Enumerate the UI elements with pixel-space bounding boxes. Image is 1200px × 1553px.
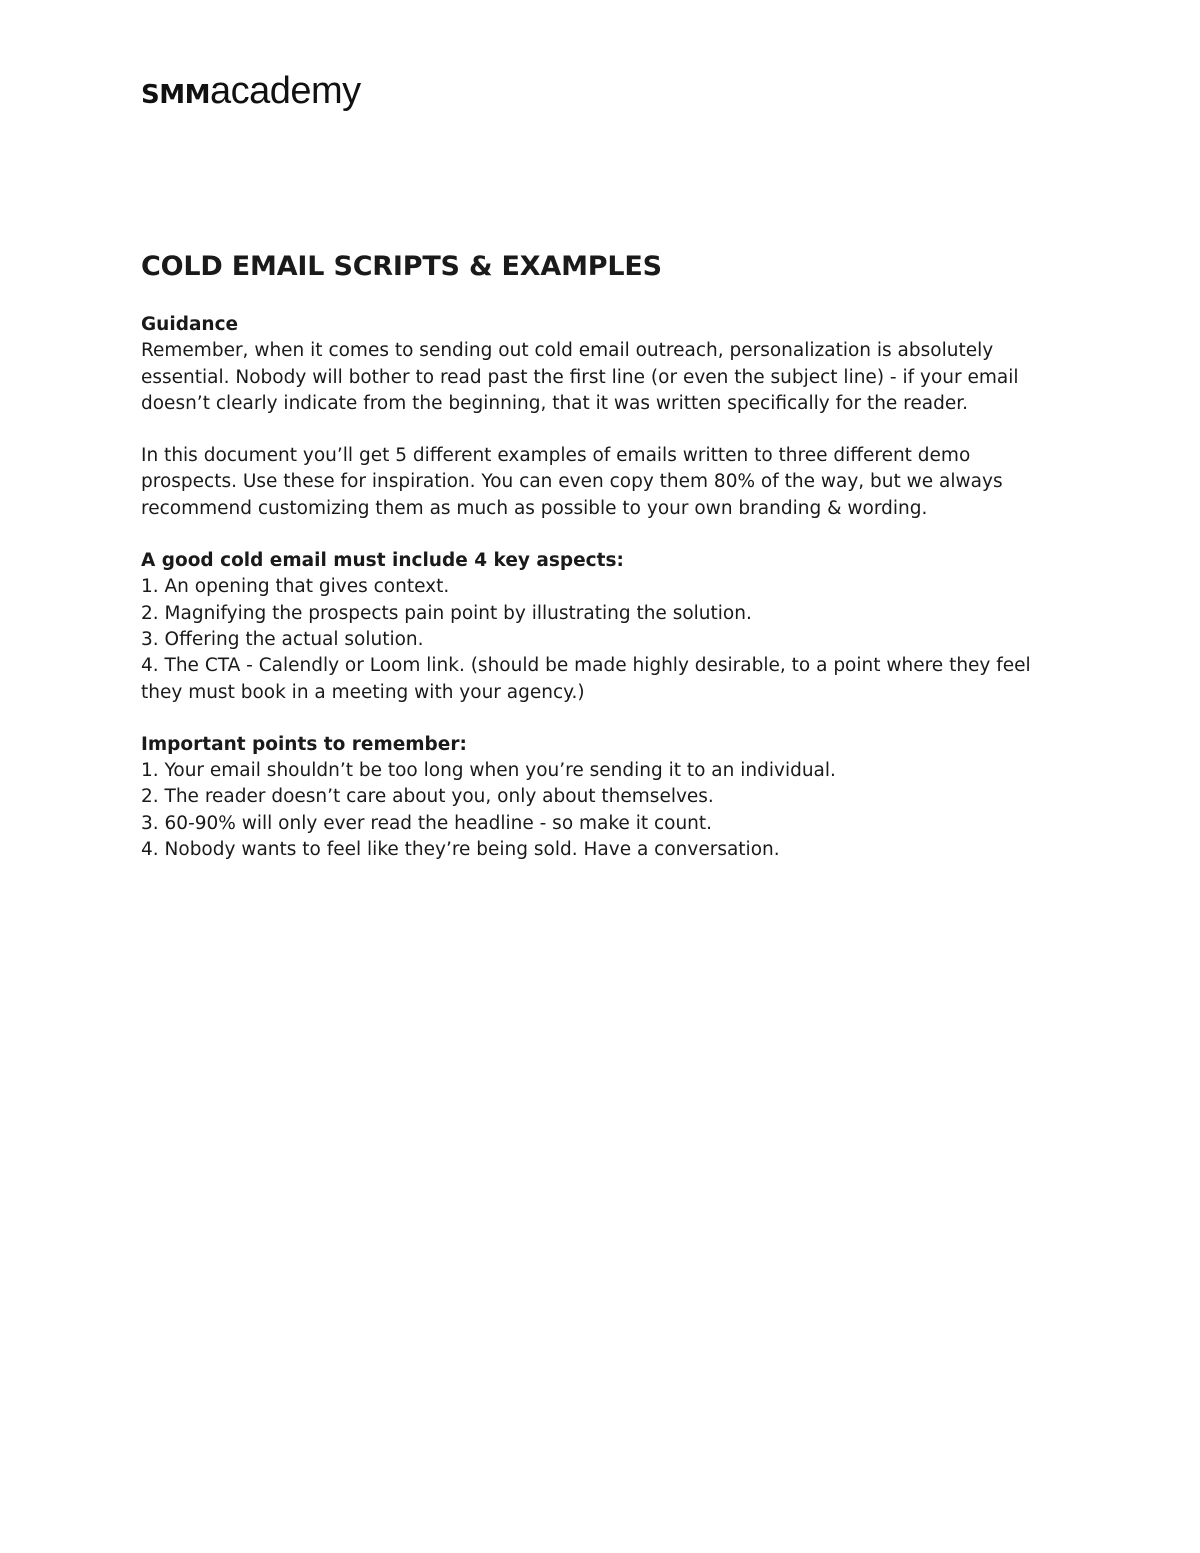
list-item: 2. Magnifying the prospects pain point by illustrating the solution. xyxy=(141,602,752,624)
brand-logo xyxy=(141,70,361,110)
guidance-heading: Guidance xyxy=(141,314,239,335)
list-item: 3. Offering the actual solution. xyxy=(141,628,424,650)
page-title: COLD EMAIL SCRIPTS & EXAMPLES xyxy=(141,251,662,282)
list-item: 1. Your email shouldn’t be too long when you’re sending it to an individual. xyxy=(141,760,836,782)
intro-section xyxy=(141,443,1071,522)
intro-paragraph: In this document you’ll get 5 different examples of emails written to three different demo prospects. Use these for inspiration. You can even copy them 80% of the way, but we always recommend customizing them as much as possible to your own branding & wording. xyxy=(141,445,1003,519)
logo-smm-text: SMM xyxy=(141,80,210,110)
list-item: 2. The reader doesn’t care about you, only about themselves. xyxy=(141,786,714,808)
list-item: 4. The CTA - Calendly or Loom link. (should be made highly desirable, to a point where they feel they must book in a meeting with your agency.) xyxy=(141,655,1031,703)
logo-academy-text: academy xyxy=(209,70,361,112)
list-item: 4. Nobody wants to feel like they’re being sold. Have a conversation. xyxy=(141,839,780,861)
points-list xyxy=(141,758,1071,863)
list-item: 1. An opening that gives context. xyxy=(141,576,450,598)
aspects-list xyxy=(141,574,1071,705)
document-body xyxy=(141,250,1071,889)
aspects-heading: A good cold email must include 4 key aspects: xyxy=(141,550,624,572)
points-section xyxy=(141,732,1071,863)
guidance-paragraph: Remember, when it comes to sending out cold email outreach, personalization is absolutely essential. Nobody will bother to read past the first line (or even the subject line) - if your email doesn’t clearly indicate from the beginning, that it was written specifically for the reader. xyxy=(141,340,1019,414)
guidance-section xyxy=(141,312,1071,417)
points-heading: Important points to remember: xyxy=(141,733,467,755)
aspects-section xyxy=(141,548,1071,706)
list-item: 3. 60-90% will only ever read the headline - so make it count. xyxy=(141,812,713,834)
